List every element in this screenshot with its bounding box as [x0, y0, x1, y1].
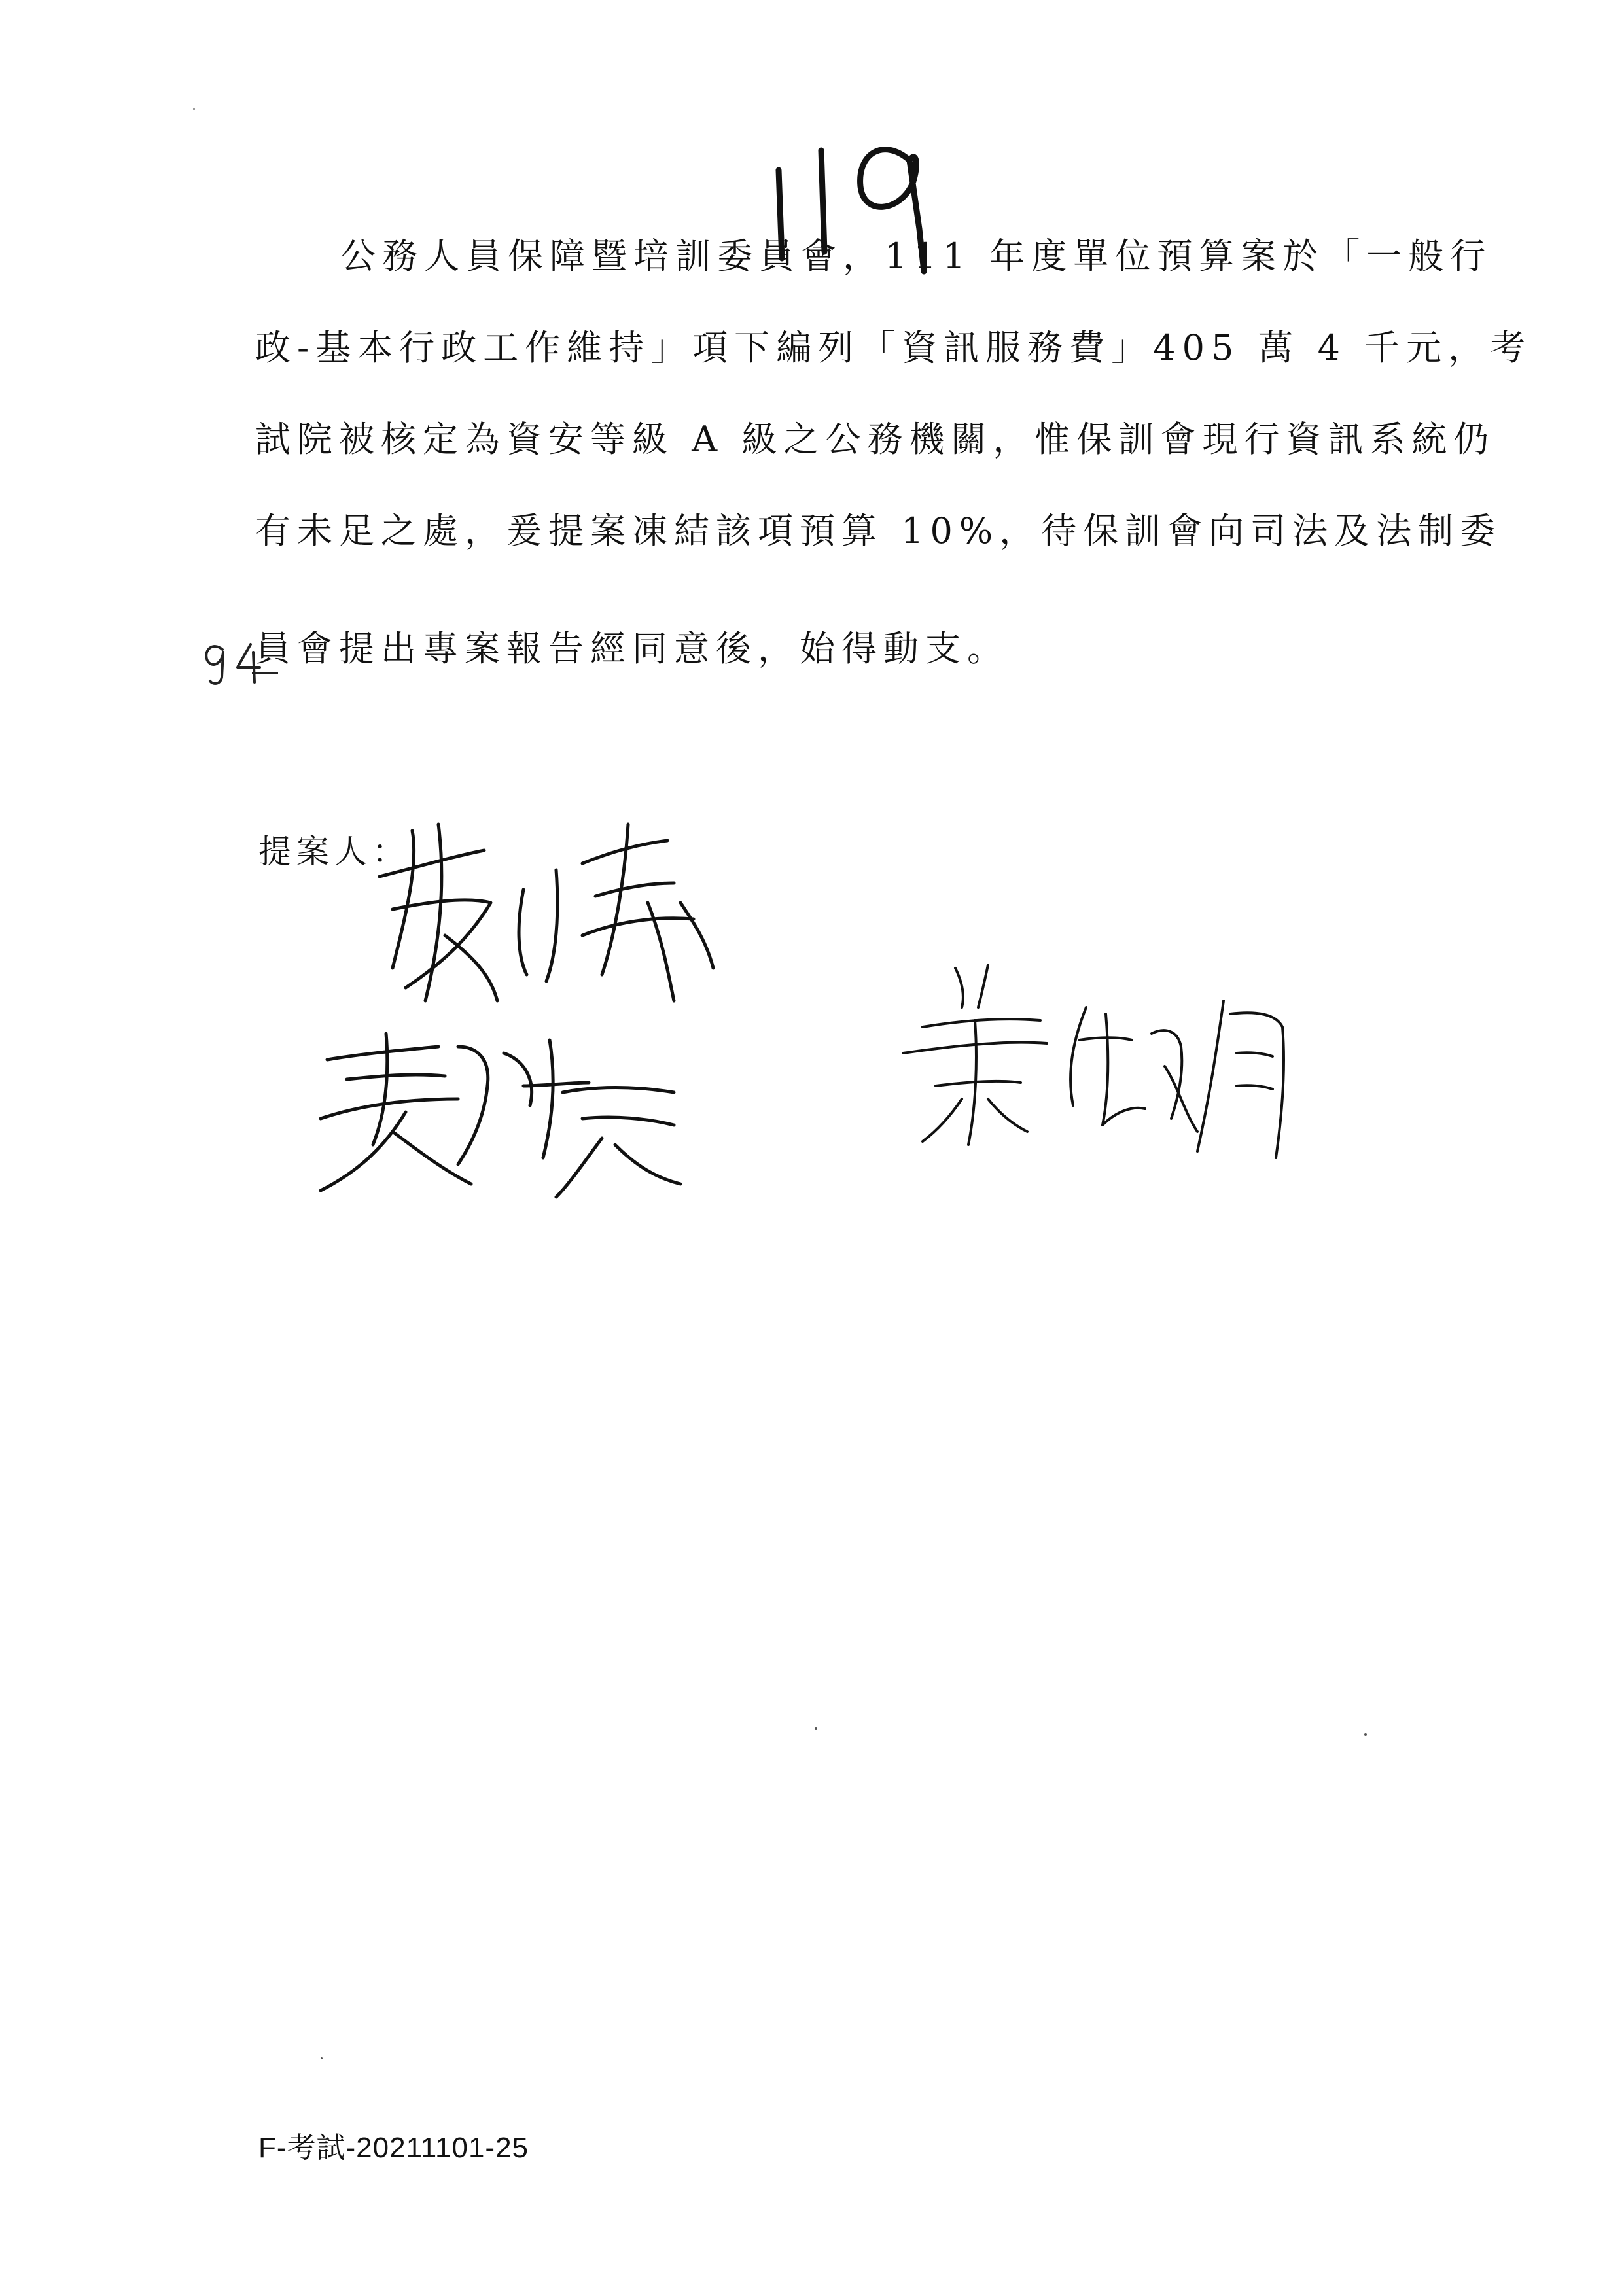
signature-3: [890, 955, 1296, 1171]
scan-speck: [1364, 1733, 1367, 1736]
body-line-4: 有未足之處，爰提案凍結該項預算 10%，待保訓會向司法及法制委: [255, 510, 1502, 551]
scan-speck: [815, 1727, 817, 1730]
proposer-label: 提案人：: [258, 833, 410, 871]
body-line-3: 試院被核定為資安等級 A 級之公務機關，惟保訓會現行資訊系統仍: [255, 419, 1496, 460]
margin-note-underline: [252, 672, 278, 674]
document-code: F-考試-20211101-25: [258, 2132, 529, 2164]
body-line-1: 公務人員保障暨培訓委員會，111 年度單位預算案於「一般行: [340, 235, 1492, 277]
signature-1: [366, 805, 746, 1020]
scan-speck: [321, 2057, 323, 2059]
handwritten-margin-note: [200, 638, 272, 687]
signature-2: [308, 1020, 694, 1204]
body-line-5: 員會提出專案報告經同意後，始得動支。: [255, 628, 1009, 669]
scan-speck: [193, 108, 195, 110]
body-line-2: 政-基本行政工作維持」項下編列「資訊服務費」405 萬 4 千元，考: [255, 327, 1532, 368]
